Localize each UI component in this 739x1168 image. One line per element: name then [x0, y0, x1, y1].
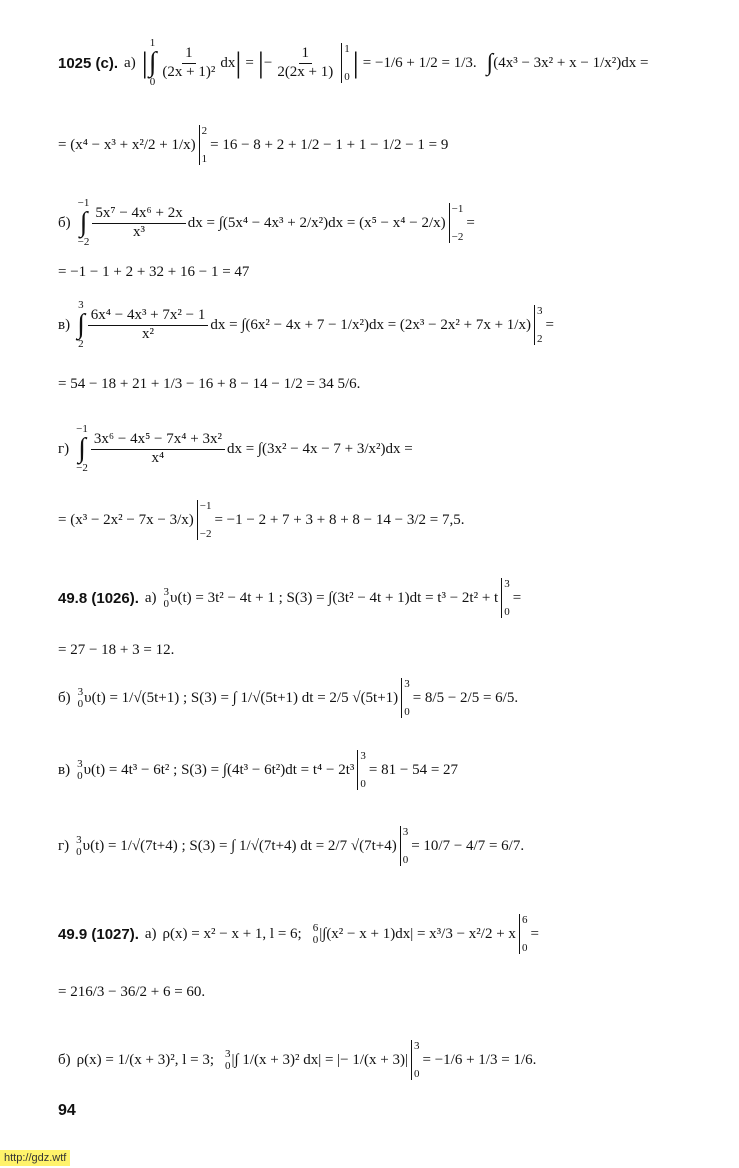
- problem-1025-a-cont: = (x⁴ − x³ + x²/2 + 1/x) 2 1 = 16 − 8 + 2 + 1/2 − 1 + 1 − 1/2 − 1 = 9: [58, 125, 449, 165]
- evaluation-bar: 1 0: [341, 43, 350, 83]
- fraction: 3x⁶ − 4x⁵ − 7x⁴ + 3x² x⁴: [91, 431, 225, 467]
- problem-49-8-a: 49.8 (1026). а) 3 0 υ(t) = 3t² − 4t + 1 ; S(3) = ∫(3t² − 4t + 1)dt = t³ − 2t² + t 3 0 =: [58, 578, 522, 618]
- evaluation-bar: 2 1: [199, 125, 208, 165]
- evaluation-bar: −1 −2: [449, 203, 464, 243]
- watermark-link[interactable]: http://gdz.wtf: [0, 1150, 70, 1166]
- integral-limits: 3 0: [163, 585, 170, 610]
- problem-49-8-b: б) 3 0 υ(t) = 1/√(5t+1) ; S(3) = ∫ 1/√(5t+1) dt = 2/5 √(5t+1) 3 0 = 8/5 − 2/5 = 6/5.: [58, 678, 519, 718]
- problem-1025-a: 1025 (с). а) | 1 ∫ 0 1 (2x + 1)² dx | = | − $\frac{1}{2(2x + 1)}$ 1 0 | = −1/6 + 1/2 = 1/3. ∫ (4x³ − 3x² + x − 1/x²)dx =: [58, 37, 649, 88]
- problem-1025-v-result: = 54 − 18 + 21 + 1/3 − 16 + 8 − 14 − 1/2 = 34 5/6.: [58, 376, 361, 392]
- problem-number: 1025 (с).: [58, 54, 119, 72]
- problem-49-8-g: г) 3 0 υ(t) = 1/√(7t+4) ; S(3) = ∫ 1/√(7t+4) dt = 2/7 √(7t+4) 3 0 = 10/7 − 4/7 = 6/7.: [58, 826, 525, 866]
- integral-limits: 3 0: [77, 757, 83, 782]
- evaluation-bar: 6 0: [519, 914, 528, 954]
- evaluation-bar: 3 2: [534, 305, 543, 345]
- evaluation-bar: 3 0: [401, 678, 410, 718]
- integral-sign: 3 ∫ 2: [77, 299, 85, 350]
- problem-49-9-b: б) ρ(x) = 1/(x + 3)², l = 3; 3 0 |∫ 1/(x + 3)² dx| = |− 1/(x + 3)| 3 0 = −1/6 + 1/3 = 1/6.: [58, 1040, 537, 1080]
- problem-49-8-v: в) 3 0 υ(t) = 4t³ − 6t² ; S(3) = ∫(4t³ − 6t²)dt = t⁴ − 2t³ 3 0 = 81 − 54 = 27: [58, 750, 459, 790]
- integral-limits: 3 0: [224, 1047, 231, 1072]
- problem-1025-b-result: = −1 − 1 + 2 + 32 + 16 − 1 = 47: [58, 264, 250, 280]
- evaluation-bar: −1 −2: [197, 500, 212, 540]
- fraction: 6x⁴ − 4x³ + 7x² − 1 x²: [88, 307, 209, 343]
- integral-limits: 6 0: [312, 921, 319, 946]
- problem-49-8-a-result: = 27 − 18 + 3 = 12.: [58, 642, 175, 658]
- integral-sign: 1 ∫ 0: [148, 37, 157, 88]
- page-number: 94: [58, 1102, 76, 1119]
- problem-1025-v: в) 3 ∫ 2 6x⁴ − 4x³ + 7x² − 1 x² dx = ∫(6x² − 4x + 7 − 1/x²)dx = (2x³ − 2x² + 7x + 1/x) 3 2 =: [58, 299, 554, 350]
- fraction: 1 (2x + 1)²: [162, 45, 216, 80]
- problem-1025-b: б) −1 ∫ −2 5x⁷ − 4x⁶ + 2x x³ dx = ∫(5x⁴ − 4x³ + 2/x²)dx = (x⁵ − x⁴ − 2/x) −1 −2 =: [58, 197, 475, 248]
- integral-sign: −1 ∫ −2: [77, 197, 90, 248]
- evaluation-bar: 3 0: [411, 1040, 420, 1080]
- integral-limits: 3 0: [77, 685, 84, 710]
- problem-49-9-a: 49.9 (1027). а) ρ(x) = x² − x + 1, l = 6; 6 0 |∫(x² − x + 1)dx| = x³/3 − x²/2 + x 6 0 =: [58, 914, 539, 954]
- fraction: $\frac{1}{2(2x + 1)}$: [277, 45, 334, 80]
- part-label: а): [124, 54, 136, 71]
- fraction: 5x⁷ − 4x⁶ + 2x x³: [92, 205, 185, 241]
- problem-1025-g: г) −1 ∫ −2 3x⁶ − 4x⁵ − 7x⁴ + 3x² x⁴ dx = ∫(3x² − 4x − 7 + 3/x²)dx =: [58, 423, 413, 474]
- evaluation-bar: 3 0: [400, 826, 409, 866]
- integral-limits: 3 0: [76, 833, 82, 858]
- problem-49-9-a-result: = 216/3 − 36/2 + 6 = 60.: [58, 984, 206, 1000]
- integral-sign: −1 ∫ −2: [76, 423, 88, 474]
- problem-1025-g-cont: = (x³ − 2x² − 7x − 3/x) −1 −2 = −1 − 2 + 7 + 3 + 8 + 8 − 14 − 3/2 = 7,5.: [58, 500, 465, 540]
- evaluation-bar: 3 0: [357, 750, 366, 790]
- evaluation-bar: 3 0: [501, 578, 510, 618]
